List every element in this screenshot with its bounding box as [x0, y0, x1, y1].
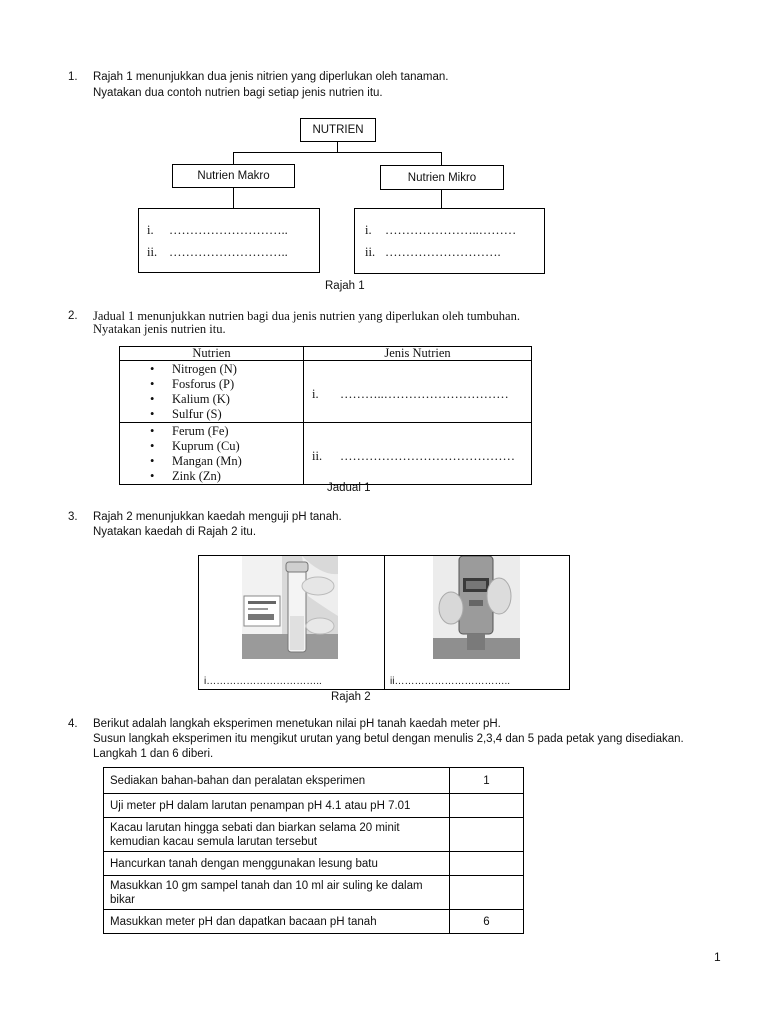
page-number: 1	[714, 950, 721, 964]
q2-number: 2.	[68, 310, 78, 322]
answer-blank[interactable]: …………………..………	[385, 223, 517, 237]
diagram-root-node: NUTRIEN	[300, 118, 376, 142]
photo-ph-paper-test	[242, 556, 338, 659]
photo-ph-meter-test	[433, 556, 520, 659]
answer-blank[interactable]: ……………………….	[385, 245, 501, 259]
step-box[interactable]	[450, 876, 524, 910]
list-item: • Zink (Zn)	[120, 469, 303, 484]
connector	[233, 152, 442, 153]
step-box[interactable]	[450, 818, 524, 852]
table-caption: Jadual 1	[327, 482, 371, 494]
answer-label: ii.	[365, 245, 376, 259]
step-text: Kacau larutan hingga sebati dan biarkan selama 20 minit kemudian kacau semula larutan tersebut	[104, 818, 450, 852]
diagram-node-mikro: Nutrien Mikro	[380, 165, 504, 190]
list-item: • Kuprum (Cu)	[120, 439, 303, 454]
step-box[interactable]	[450, 794, 524, 818]
step-box[interactable]: 1	[450, 768, 524, 794]
answer-box-mikro	[354, 208, 545, 274]
steps-table	[103, 767, 524, 934]
answer-blank[interactable]: ………..…………………………	[340, 387, 509, 401]
step-text: Uji meter pH dalam larutan penampan pH 4.1 atau pH 7.01	[104, 794, 450, 818]
answer-blank[interactable]: ……………………………………	[340, 449, 515, 463]
step-text: Masukkan meter pH dan dapatkan bacaan pH tanah	[104, 910, 450, 934]
answer-blank[interactable]: ………………………..	[169, 223, 288, 237]
list-item: • Ferum (Fe)	[120, 424, 303, 439]
answer-label: ii.	[147, 245, 158, 259]
answer-label: i.	[365, 223, 372, 237]
answer-cell	[304, 361, 532, 423]
list-item: • Fosforus (P)	[120, 377, 303, 392]
nutrient-table	[119, 346, 532, 485]
list-item: • Mangan (Mn)	[120, 454, 303, 469]
q2-text-line2: Nyatakan jenis nutrien itu.	[93, 322, 226, 336]
answer-label: i.	[312, 387, 319, 401]
nutrient-group-makro	[120, 361, 304, 423]
connector	[233, 152, 234, 164]
nutrient-group-mikro	[120, 423, 304, 485]
answer-blank[interactable]: ………………………..	[169, 245, 288, 259]
list-item: • Kalium (K)	[120, 392, 303, 407]
connector	[337, 142, 338, 152]
panel-divider	[384, 555, 385, 690]
answer-cell	[304, 423, 532, 485]
table-header: Jenis Nutrien	[304, 347, 532, 361]
figure-caption: Rajah 2	[331, 691, 371, 703]
connector	[233, 188, 234, 208]
answer-label: ii.	[312, 449, 323, 463]
q4-text-line1: Berikut adalah langkah eksperimen menetukan nilai pH tanah kaedah meter pH.	[93, 718, 501, 730]
table-header: Nutrien	[120, 347, 304, 361]
list-item: • Sulfur (S)	[120, 407, 303, 422]
step-box[interactable]	[450, 852, 524, 876]
q3-number: 3.	[68, 511, 78, 523]
q3-text-line2: Nyatakan kaedah di Rajah 2 itu.	[93, 526, 257, 538]
step-text: Hancurkan tanah dengan menggunakan lesung batu	[104, 852, 450, 876]
q4-text-line2: Susun langkah eksperimen itu mengikut urutan yang betul dengan menulis 2,3,4 dan 5 pada petak yang disediakan.	[93, 733, 684, 745]
q1-text-line2: Nyatakan dua contoh nutrien bagi setiap jenis nutrien itu.	[93, 87, 383, 99]
q1-text-line1: Rajah 1 menunjukkan dua jenis nitrien yang diperlukan oleh tanaman.	[93, 71, 449, 83]
diagram-node-makro: Nutrien Makro	[172, 164, 295, 188]
q3-text-line1: Rajah 2 menunjukkan kaedah menguji pH tanah.	[93, 511, 342, 523]
answer-blank[interactable]: i……………………………..	[204, 676, 322, 687]
step-text: Sediakan bahan-bahan dan peralatan eksperimen	[104, 768, 450, 794]
step-text: Masukkan 10 gm sampel tanah dan 10 ml air suling ke dalam bikar	[104, 876, 450, 910]
q4-number: 4.	[68, 718, 78, 730]
answer-label: i.	[147, 223, 154, 237]
answer-box-makro	[138, 208, 320, 273]
q1-number: 1.	[68, 71, 78, 83]
step-box[interactable]: 6	[450, 910, 524, 934]
connector	[441, 190, 442, 208]
q2-text-line1: Jadual 1 menunjukkan nutrien bagi dua jenis nutrien yang diperlukan oleh tumbuhan.	[93, 309, 520, 323]
q4-text-line3: Langkah 1 dan 6 diberi.	[93, 748, 214, 760]
connector	[441, 152, 442, 165]
figure-caption: Rajah 1	[325, 280, 365, 292]
answer-blank[interactable]: ii……………………………..	[390, 676, 510, 687]
list-item: • Nitrogen (N)	[120, 362, 303, 377]
